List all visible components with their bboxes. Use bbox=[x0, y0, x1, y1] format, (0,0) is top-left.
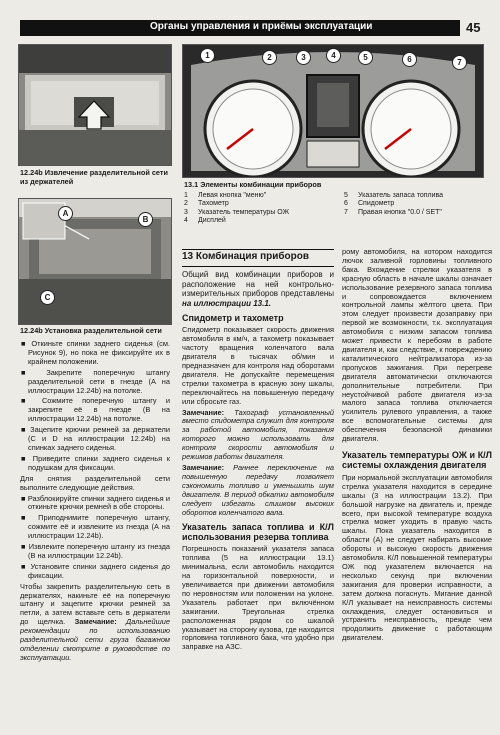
caption-13-1 bbox=[184, 180, 480, 189]
photo-12-24b-removal bbox=[18, 44, 172, 166]
bullet-item: ■ Приведите спинки заднего сиденья к подушкам для фиксации. bbox=[21, 453, 170, 472]
subheading-speedometer: Спидометр и тахометр bbox=[182, 313, 284, 324]
intro-paragraph: Общий вид комбинации приборов и расположение на ней контрольно-измерительных приборов представлены на иллюстрации 13.1. bbox=[182, 270, 334, 308]
bullet-item: ■ Закрепите поперечную штангу разделительной сети в гнезде (А на иллюстрации 12.24b) на потолке. bbox=[21, 367, 170, 395]
legend-item: 1 Левая кнопка "меню" bbox=[184, 192, 267, 199]
legend-item: 5 Указатель запаса топлива bbox=[344, 192, 444, 199]
caption-text: Установка разделительной сети bbox=[44, 326, 162, 335]
paragraph: рому автомобиля, на котором находится лючок заливной горловины топливного бака. Вхождение стрелки указателя в красную область в начале шкалы означает использование резервного запаса топлива и сопровождается включением контрольной лампы жёлтого цвета. При этом следует произвести дозаправку при первой же возможности, т.к. эксплуатация автомобиля с низким запасом топлива может привести к перебоям в работе двигателя и, как следствие, к повреждению каталитического нейтрализатора из-за пропусков зажигания. При перегреве двигателя автоматически отключаются дополнительные потребители. При неустойчивой работе двигателя из-за малого запаса топлива отключается усилитель рулевого управления, а также все вспомогательные системы для обеспечения безопасной динамики двигателя. bbox=[342, 248, 492, 444]
bullet-item: ■ Извлеките поперечную штангу из гнезда (В на иллюстрации 12.24b). bbox=[21, 542, 170, 560]
note: Замечание: Тахограф установленный вместо спидометра служит для контроля за работой автомобиля, показания которого можно использовать для контроля скорости автомобиля и режимов работы двигателя. bbox=[182, 407, 334, 462]
marker-4: 4 bbox=[326, 48, 341, 63]
marker-2: 2 bbox=[262, 50, 277, 65]
paragraph: Погрешность показаний указателя запаса топлива (5 на иллюстрации 13.1) минимальна, если автомобиль находится на горизонтальной поверхности, и увеличивается при движении автомобиля по неровностям или положении на уклоне. Указатель работает при включённом зажигании. Треугольная стрелка расположенная рядом со шкалой указывает на сторону кузова, где находится горловина топливного бака, что удобно при заправке на АЗС. bbox=[182, 544, 334, 652]
marker-3: 3 bbox=[296, 50, 311, 65]
bullet-item: ■ Установите спинки заднего сиденья до фиксации. bbox=[21, 561, 170, 580]
header-title: Органы управления и приёмы эксплуатации bbox=[150, 21, 373, 32]
subheading-temperature: Указатель температуры ОЖ и К/Л системы охлаждения двигателя bbox=[342, 449, 492, 470]
marker-c: C bbox=[40, 290, 55, 305]
legend-item: 4 Дисплей bbox=[184, 217, 226, 225]
caption-label: 13.1 bbox=[184, 180, 199, 189]
cluster-legend-left bbox=[184, 192, 344, 226]
caption-label: 12.24b bbox=[20, 326, 43, 335]
page-number: 45 bbox=[466, 20, 481, 35]
marker-6: 6 bbox=[402, 52, 417, 67]
marker-7: 7 bbox=[452, 55, 467, 70]
marker-a: A bbox=[58, 206, 73, 221]
legend-item: 6 Спидометр bbox=[344, 200, 395, 208]
section-13-heading: 13 Комбинация приборов bbox=[182, 249, 334, 267]
marker-1: 1 bbox=[200, 48, 215, 63]
caption-label: 12.24b bbox=[20, 168, 43, 177]
legend-item: 3 Указатель температуры ОЖ bbox=[184, 208, 290, 216]
instrument-cluster-illustration bbox=[183, 45, 483, 177]
legend-item: 2 Тахометр bbox=[184, 200, 229, 208]
middle-column-text bbox=[182, 270, 334, 732]
photo-13-1-cluster bbox=[182, 44, 484, 178]
marker-5: 5 bbox=[358, 50, 373, 65]
caption-12-24b-install bbox=[20, 326, 170, 335]
left-column-text bbox=[20, 340, 170, 732]
right-column-text bbox=[342, 248, 492, 732]
photo-removal-illustration bbox=[19, 45, 171, 165]
bullet-item: ■ Приподнимите поперечную штангу, сожмите её и извлеките из гнезда (А на иллюстрации 12.24b). bbox=[21, 513, 170, 541]
cluster-legend-right bbox=[344, 192, 484, 217]
note: Замечание: Раннее переключение на повышенную передачу позволяет сэкономить топливо и уменьшить шум двигателя. В период обкатки автомобиля следует избегать слишком высоких оборотов коленчатого вала. bbox=[182, 462, 334, 517]
marker-b: B bbox=[138, 212, 153, 227]
paragraph: Спидометр показывает скорость движения автомобиля в км/ч, а тахометр показывает частоту вращения коленчатого вала двигателя в тысячах об/мин и предназначен для контроля над оборотами двигателя. Не допускайте перемещения стрелки тахометра в красную зону шкалы, переключайтесь на повышенную передачу или сбросьте газ. bbox=[182, 325, 334, 406]
bullet-item: ■ Откиньте спинки заднего сиденья (см. Рисунок 9), но пока не фиксируйте их в крайнем положении. bbox=[21, 340, 170, 366]
legend-item: 7 Правая кнопка "0.0 / SET" bbox=[344, 208, 442, 216]
bullet-item: ■ Разблокируйте спинки заднего сиденья и откиньте крючки ремней в обе стороны. bbox=[21, 493, 170, 512]
subheading-fuel: Указатель запаса топлива и К/Л использования резерва топлива bbox=[182, 522, 334, 543]
bullet-item: ■ Сожмите поперечную штангу и закрепите её в гнезде (В на иллюстрации 12.24b) на потолке. bbox=[21, 396, 170, 424]
bullet-item: ■ Зацепите крючки ремней за держатели (С и D на иллюстрации 12.24b) на спинках заднего сиденья. bbox=[21, 425, 170, 452]
caption-12-24b-removal bbox=[20, 168, 170, 186]
caption-text: Извлечение разделительной сети из держателей bbox=[20, 168, 168, 186]
caption-text: Элементы комбинации приборов bbox=[200, 180, 322, 189]
paragraph: Для снятия разделительной сети выполните следующие действия. bbox=[20, 473, 170, 492]
paragraph: Чтобы закрепить разделительную сеть в держателях, накиньте её на поперечную штангу и зацепите крючки ремней за петли, а затем вставьте сеть в держатели до щелчка. Замечание: Дальнейшие рекомендации по использованию разделительной сети груза багажном отделении смотрите в руководстве по эксплуатации. bbox=[20, 581, 170, 662]
page-header bbox=[0, 18, 500, 40]
paragraph: При нормальной эксплуатации автомобиля стрелка указателя находится в середине шкалы (3 на иллюстрации 13.2). При большой нагрузке на двигатель и, прежде всего, при высокой температуре воздуха стрелка может уходить в правую часть шкалы. Пока указатель находится в области (А) не следует набирать высокие обороты и высокую скорость движения автомобиля. К/Л повышенной температуры ОЖ под указателем включается на несколько секунд при включении зажигания для проверки исправности, а затем должна погаснуть. Мигание данной К/Л указывает на неисправность системы охлаждения, следует остановиться и устранить неисправность, прежде чем продолжить движение с работающим двигателем. bbox=[342, 472, 492, 643]
